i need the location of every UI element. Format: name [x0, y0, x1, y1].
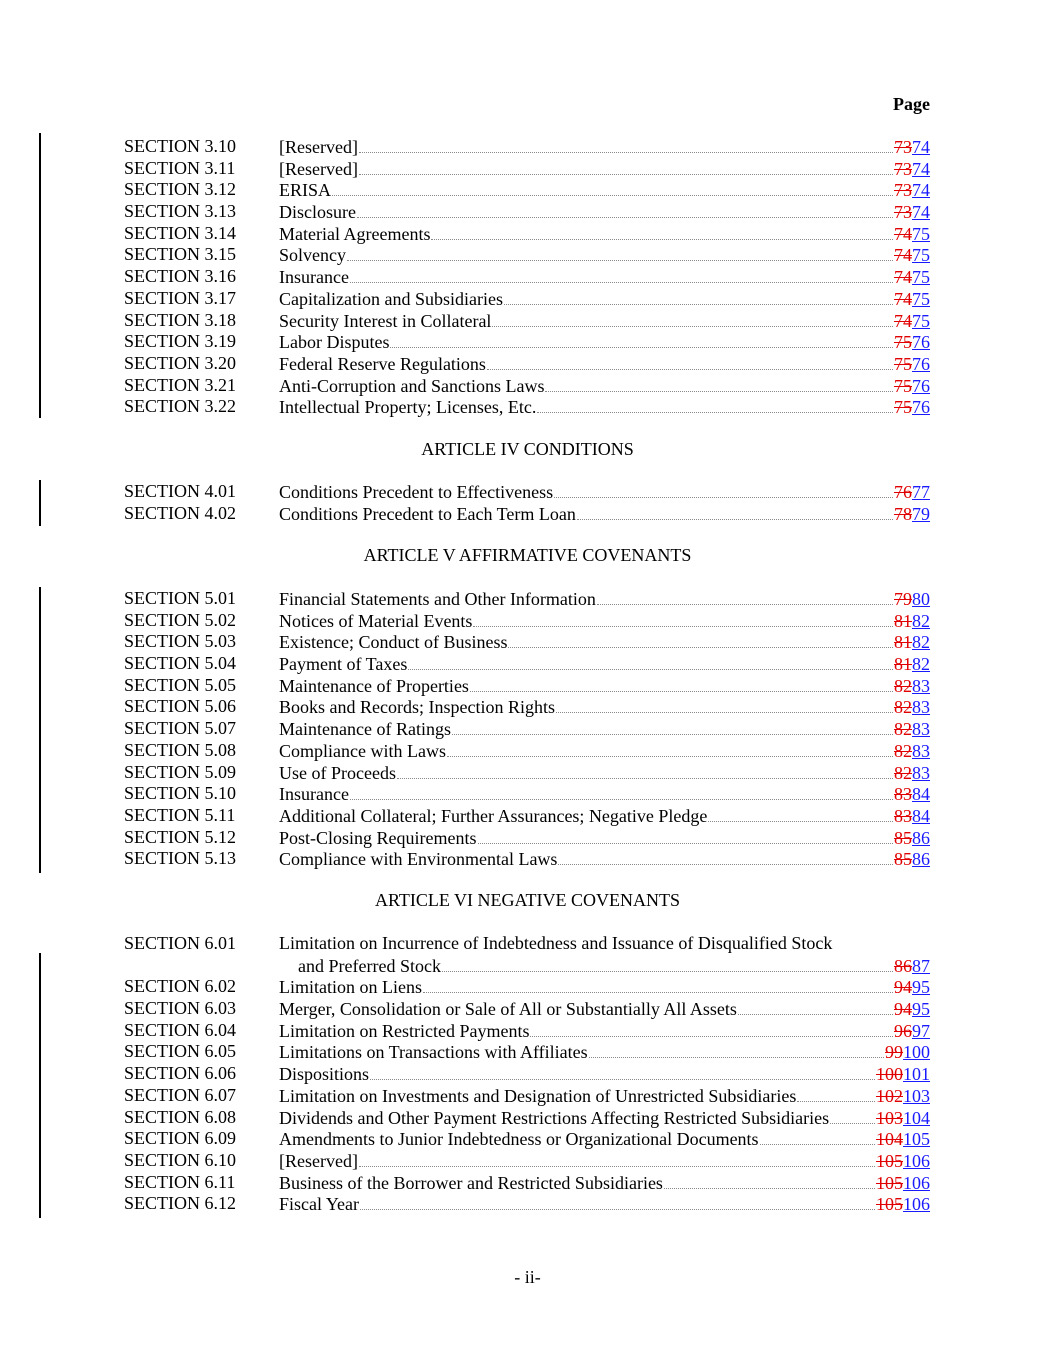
- dot-leader: [350, 266, 893, 283]
- inserted-page-number[interactable]: 106: [903, 1172, 930, 1193]
- inserted-page-number[interactable]: 106: [903, 1150, 930, 1171]
- page-column-header: Page: [893, 94, 930, 114]
- deleted-page-number: 102: [876, 1085, 903, 1106]
- deleted-page-number: 83: [894, 805, 912, 826]
- section-number: SECTION 6.03: [124, 998, 236, 1019]
- inserted-page-number[interactable]: 105: [903, 1129, 930, 1150]
- deleted-page-number: 85: [894, 827, 912, 848]
- toc-entry[interactable]: [0, 158, 1055, 180]
- page-reference[interactable]: [876, 1173, 930, 1195]
- inserted-page-number[interactable]: 103: [903, 1085, 930, 1106]
- toc-section-list: [0, 481, 1055, 524]
- page-reference[interactable]: [894, 806, 930, 828]
- section-number: SECTION 5.11: [124, 804, 236, 825]
- page-reference[interactable]: [894, 180, 930, 202]
- inserted-page-number[interactable]: 100: [903, 1042, 930, 1063]
- section-title: Conditions Precedent to Effectiveness: [279, 482, 554, 502]
- toc-entry[interactable]: [0, 1150, 1055, 1172]
- toc-entry[interactable]: [0, 201, 1055, 223]
- toc-entry[interactable]: [0, 266, 1055, 288]
- section-number: SECTION 6.01: [124, 933, 236, 953]
- toc-entry[interactable]: [0, 631, 1055, 653]
- dot-leader: [797, 1085, 875, 1102]
- toc-entry[interactable]: [0, 244, 1055, 266]
- dot-leader: [554, 481, 893, 498]
- section-title: Payment of Taxes: [279, 654, 408, 675]
- dot-leader: [447, 740, 893, 757]
- section-title: [Reserved]: [279, 1150, 358, 1171]
- section-number: SECTION 3.18: [124, 309, 236, 330]
- inserted-page-number[interactable]: 77: [912, 482, 930, 502]
- page-reference[interactable]: [894, 397, 930, 419]
- inserted-page-number[interactable]: 104: [903, 1107, 930, 1128]
- dot-leader: [589, 1041, 884, 1058]
- page-reference[interactable]: [894, 245, 930, 267]
- page-reference[interactable]: [894, 956, 930, 978]
- section-title: Dividends and Other Payment Restrictions Affecting Restricted Subsidiaries: [279, 1107, 830, 1128]
- section-number: SECTION 3.19: [124, 331, 236, 352]
- inserted-page-number[interactable]: 74: [912, 180, 930, 201]
- toc-entry-continuation[interactable]: [0, 955, 1055, 977]
- section-title: [Reserved]: [279, 137, 358, 157]
- inserted-page-number[interactable]: 86: [912, 827, 930, 848]
- dot-leader: [738, 998, 893, 1015]
- page-reference[interactable]: [894, 611, 930, 633]
- page-reference[interactable]: [894, 137, 930, 159]
- deleted-page-number: 74: [894, 288, 912, 309]
- page-reference[interactable]: [876, 1086, 930, 1108]
- dot-leader: [508, 631, 893, 648]
- page-reference[interactable]: [894, 676, 930, 698]
- dot-leader: [492, 310, 893, 327]
- inserted-page-number[interactable]: 84: [912, 784, 930, 805]
- section-title: Limitation on Restricted Payments: [279, 1020, 530, 1041]
- toc-entry[interactable]: [0, 696, 1055, 718]
- deleted-page-number: 83: [894, 784, 912, 805]
- page-reference[interactable]: [894, 784, 930, 806]
- deleted-page-number: 78: [894, 503, 912, 524]
- section-title: ERISA: [279, 180, 332, 201]
- section-title-continuation: and Preferred Stock: [298, 955, 441, 976]
- section-number: SECTION 5.07: [124, 718, 236, 739]
- section-title: Security Interest in Collateral: [279, 310, 492, 331]
- inserted-page-number[interactable]: 82: [912, 632, 930, 653]
- section-number: SECTION 5.06: [124, 696, 236, 717]
- deleted-page-number: 81: [894, 654, 912, 675]
- section-number: SECTION 6.04: [124, 1019, 236, 1040]
- dot-leader: [708, 805, 893, 822]
- inserted-page-number[interactable]: 79: [912, 503, 930, 524]
- inserted-page-number[interactable]: 76: [912, 397, 930, 418]
- section-title: Limitation on Liens: [279, 977, 422, 998]
- deleted-page-number: 81: [894, 632, 912, 653]
- toc-entry[interactable]: [0, 653, 1055, 675]
- inserted-page-number[interactable]: 83: [912, 762, 930, 783]
- dot-leader: [452, 718, 893, 735]
- section-number: SECTION 5.01: [124, 588, 236, 608]
- inserted-page-number[interactable]: 101: [903, 1064, 930, 1085]
- inserted-page-number[interactable]: 76: [912, 353, 930, 374]
- deleted-page-number: 79: [894, 589, 912, 609]
- section-number: SECTION 4.02: [124, 502, 236, 523]
- inserted-page-number[interactable]: 87: [912, 955, 930, 976]
- toc-entry[interactable]: [0, 1128, 1055, 1150]
- article-heading: ARTICLE VI NEGATIVE COVENANTS: [374, 890, 681, 910]
- section-title: Limitation on Incurrence of Indebtedness and Issuance of Disqualified Stock: [279, 933, 833, 953]
- inserted-page-number[interactable]: 74: [912, 137, 930, 157]
- section-title: Insurance: [279, 784, 349, 805]
- deleted-page-number: 75: [894, 332, 912, 353]
- section-title: Amendments to Junior Indebtedness or Organizational Documents: [279, 1129, 759, 1150]
- deleted-page-number: 105: [876, 1194, 903, 1215]
- dot-leader: [390, 331, 893, 348]
- page-reference[interactable]: [894, 1021, 930, 1043]
- toc-entry[interactable]: [0, 718, 1055, 740]
- deleted-page-number: 82: [894, 697, 912, 718]
- toc-entry[interactable]: [0, 503, 1055, 525]
- section-number: SECTION 5.02: [124, 609, 236, 630]
- section-number: SECTION 5.10: [124, 783, 236, 804]
- inserted-page-number[interactable]: 95: [912, 999, 930, 1020]
- dot-leader: [431, 223, 893, 240]
- inserted-page-number[interactable]: 83: [912, 675, 930, 696]
- deleted-page-number: 76: [894, 482, 912, 502]
- section-title: Existence; Conduct of Business: [279, 632, 508, 653]
- deleted-page-number: 104: [876, 1129, 903, 1150]
- deleted-page-number: 82: [894, 740, 912, 761]
- inserted-page-number[interactable]: 86: [912, 849, 930, 870]
- toc-entry[interactable]: [0, 310, 1055, 332]
- section-title: Intellectual Property; Licenses, Etc.: [279, 397, 537, 418]
- deleted-page-number: 74: [894, 223, 912, 244]
- section-title: Solvency: [279, 245, 346, 266]
- section-title: Material Agreements: [279, 223, 431, 244]
- toc-entry[interactable]: [0, 1020, 1055, 1042]
- toc-entry[interactable]: [0, 1085, 1055, 1107]
- toc-entry[interactable]: [0, 827, 1055, 849]
- section-number: SECTION 6.07: [124, 1084, 236, 1105]
- toc-entry[interactable]: [0, 805, 1055, 827]
- section-title: Disclosure: [279, 202, 356, 223]
- section-number: SECTION 6.02: [124, 976, 236, 997]
- page-reference[interactable]: [894, 719, 930, 741]
- section-number: SECTION 6.11: [124, 1171, 236, 1192]
- dot-leader: [478, 827, 894, 844]
- deleted-page-number: 74: [894, 267, 912, 288]
- toc-entry[interactable]: [0, 783, 1055, 805]
- dot-leader: [664, 1172, 875, 1189]
- toc-entry[interactable]: [0, 675, 1055, 697]
- section-title: Limitation on Investments and Designation of Unrestricted Subsidiaries: [279, 1085, 797, 1106]
- deleted-page-number: 94: [894, 977, 912, 998]
- inserted-page-number[interactable]: 75: [912, 267, 930, 288]
- page-reference[interactable]: [894, 332, 930, 354]
- section-number: SECTION 6.06: [124, 1063, 236, 1084]
- section-title: Limitations on Transactions with Affiliates: [279, 1042, 588, 1063]
- toc-entry[interactable]: [0, 1172, 1055, 1194]
- dot-leader: [423, 976, 893, 993]
- section-title: Merger, Consolidation or Sale of All or Substantially All Assets: [279, 999, 737, 1020]
- inserted-page-number[interactable]: 75: [912, 223, 930, 244]
- deleted-page-number: 96: [894, 1020, 912, 1041]
- page-reference[interactable]: [876, 1064, 930, 1086]
- section-number: SECTION 3.12: [124, 179, 236, 200]
- article-heading: ARTICLE V AFFIRMATIVE COVENANTS: [363, 545, 692, 565]
- dot-leader: [545, 375, 893, 392]
- section-title: Capitalization and Subsidiaries: [279, 288, 503, 309]
- section-title: Labor Disputes: [279, 332, 390, 353]
- section-number: SECTION 5.13: [124, 848, 236, 869]
- toc-entry[interactable]: [0, 179, 1055, 201]
- page-reference[interactable]: [894, 267, 930, 289]
- inserted-page-number[interactable]: 84: [912, 805, 930, 826]
- section-title: Compliance with Laws: [279, 740, 446, 761]
- deleted-page-number: 74: [894, 245, 912, 266]
- dot-leader: [473, 610, 893, 627]
- toc-entry[interactable]: [0, 353, 1055, 375]
- dot-leader: [597, 588, 893, 605]
- dot-leader: [357, 201, 893, 218]
- section-title: Business of the Borrower and Restricted Subsidiaries: [279, 1172, 663, 1193]
- page-reference[interactable]: [876, 1108, 930, 1130]
- section-number: SECTION 3.17: [124, 287, 236, 308]
- section-number: SECTION 4.01: [124, 481, 236, 501]
- deleted-page-number: 82: [894, 719, 912, 740]
- deleted-page-number: 100: [876, 1064, 903, 1085]
- toc-entry[interactable]: [0, 762, 1055, 784]
- page-reference[interactable]: [894, 482, 930, 504]
- dot-leader: [359, 158, 893, 175]
- dot-leader: [558, 848, 893, 865]
- inserted-page-number[interactable]: 82: [912, 610, 930, 631]
- toc-section-list: [0, 136, 1055, 418]
- deleted-page-number: 82: [894, 675, 912, 696]
- section-number: SECTION 3.10: [124, 136, 236, 156]
- section-number: SECTION 3.14: [124, 222, 236, 243]
- toc-section-list: [0, 588, 1055, 870]
- toc-entry[interactable]: [0, 1041, 1055, 1063]
- toc-entry[interactable]: [0, 1107, 1055, 1129]
- page-reference[interactable]: [894, 202, 930, 224]
- dot-leader: [830, 1107, 875, 1124]
- section-number: SECTION 5.04: [124, 653, 236, 674]
- page-reference[interactable]: [894, 354, 930, 376]
- inserted-page-number[interactable]: 74: [912, 158, 930, 179]
- article-heading: ARTICLE IV CONDITIONS: [421, 439, 634, 459]
- toc-section-list: [0, 933, 1055, 1215]
- section-title: Anti-Corruption and Sanctions Laws: [279, 375, 545, 396]
- dot-leader: [442, 955, 893, 972]
- toc-entry[interactable]: [0, 1193, 1055, 1215]
- page-reference[interactable]: [894, 977, 930, 999]
- dot-leader: [350, 783, 893, 800]
- section-number: SECTION 5.08: [124, 739, 236, 760]
- deleted-page-number: 103: [876, 1107, 903, 1128]
- page-reference[interactable]: [876, 1194, 930, 1216]
- dot-leader: [537, 396, 893, 413]
- section-number: SECTION 3.15: [124, 244, 236, 265]
- toc-entry[interactable]: [0, 998, 1055, 1020]
- section-number: SECTION 3.16: [124, 266, 236, 287]
- section-number: SECTION 5.03: [124, 631, 236, 652]
- dot-leader: [556, 696, 893, 713]
- section-title: Insurance: [279, 267, 349, 288]
- dot-leader: [487, 353, 893, 370]
- dot-leader: [504, 288, 893, 305]
- section-number: SECTION 5.09: [124, 761, 236, 782]
- page-reference[interactable]: [894, 763, 930, 785]
- section-number: SECTION 3.20: [124, 352, 236, 373]
- page-reference[interactable]: [876, 1129, 930, 1151]
- inserted-page-number[interactable]: 83: [912, 697, 930, 718]
- deleted-page-number: 105: [876, 1172, 903, 1193]
- deleted-page-number: 75: [894, 353, 912, 374]
- page-reference[interactable]: [894, 999, 930, 1021]
- section-title: Books and Records; Inspection Rights: [279, 697, 555, 718]
- toc-entry[interactable]: [0, 610, 1055, 632]
- section-title: Fiscal Year: [279, 1194, 359, 1215]
- toc-entry[interactable]: [0, 396, 1055, 418]
- page-reference[interactable]: [894, 224, 930, 246]
- inserted-page-number[interactable]: 80: [912, 589, 930, 609]
- dot-leader: [408, 653, 893, 670]
- page-reference[interactable]: [894, 697, 930, 719]
- inserted-page-number[interactable]: 95: [912, 977, 930, 998]
- section-number: SECTION 3.13: [124, 201, 236, 222]
- section-number: SECTION 5.12: [124, 826, 236, 847]
- dot-leader: [359, 1150, 875, 1167]
- dot-leader: [347, 244, 893, 261]
- toc-entry[interactable]: [0, 933, 1055, 955]
- page-reference[interactable]: [894, 589, 930, 611]
- section-title: Federal Reserve Regulations: [279, 353, 486, 374]
- page-reference[interactable]: [894, 159, 930, 181]
- dot-leader: [760, 1128, 875, 1145]
- inserted-page-number[interactable]: 83: [912, 740, 930, 761]
- inserted-page-number[interactable]: 97: [912, 1020, 930, 1041]
- dot-leader: [530, 1020, 893, 1037]
- page-reference[interactable]: [894, 741, 930, 763]
- deleted-page-number: 75: [894, 397, 912, 418]
- deleted-page-number: 85: [894, 849, 912, 870]
- dot-leader: [332, 179, 893, 196]
- section-number: SECTION 3.22: [124, 396, 236, 417]
- dot-leader: [397, 762, 893, 779]
- page-reference[interactable]: [894, 849, 930, 871]
- page-reference[interactable]: [894, 654, 930, 676]
- page-reference[interactable]: [885, 1042, 930, 1064]
- page-reference[interactable]: [894, 828, 930, 850]
- section-title: Additional Collateral; Further Assurances; Negative Pledge: [279, 805, 708, 826]
- page-reference[interactable]: [894, 376, 930, 398]
- inserted-page-number[interactable]: 75: [912, 245, 930, 266]
- section-title: [Reserved]: [279, 158, 358, 179]
- section-number: SECTION 6.09: [124, 1128, 236, 1149]
- deleted-page-number: 86: [894, 955, 912, 976]
- section-title: Notices of Material Events: [279, 610, 473, 631]
- inserted-page-number[interactable]: 106: [903, 1194, 930, 1215]
- toc-entry[interactable]: [0, 740, 1055, 762]
- dot-leader: [470, 675, 893, 692]
- toc-entry[interactable]: [0, 848, 1055, 870]
- deleted-page-number: 73: [894, 137, 912, 157]
- dot-leader: [577, 503, 893, 520]
- inserted-page-number[interactable]: 76: [912, 332, 930, 353]
- deleted-page-number: 73: [894, 202, 912, 223]
- deleted-page-number: 99: [885, 1042, 903, 1063]
- inserted-page-number[interactable]: 74: [912, 202, 930, 223]
- toc-entry[interactable]: [0, 588, 1055, 610]
- toc-entry[interactable]: [0, 136, 1055, 158]
- dot-leader: [370, 1063, 875, 1080]
- inserted-page-number[interactable]: 75: [912, 310, 930, 331]
- page-reference[interactable]: [894, 311, 930, 333]
- page-reference[interactable]: [894, 289, 930, 311]
- page-reference[interactable]: [894, 632, 930, 654]
- deleted-page-number: 82: [894, 762, 912, 783]
- section-number: SECTION 6.05: [124, 1041, 236, 1062]
- section-number: SECTION 3.21: [124, 374, 236, 395]
- deleted-page-number: 94: [894, 999, 912, 1020]
- deleted-page-number: 105: [876, 1150, 903, 1171]
- page-number-footer: - ii-: [514, 1267, 541, 1287]
- section-number: SECTION 6.12: [124, 1193, 236, 1214]
- inserted-page-number[interactable]: 83: [912, 719, 930, 740]
- inserted-page-number[interactable]: 75: [912, 288, 930, 309]
- page-reference[interactable]: [876, 1151, 930, 1173]
- section-title: Conditions Precedent to Each Term Loan: [279, 503, 576, 524]
- toc-entry[interactable]: [0, 331, 1055, 353]
- deleted-page-number: 75: [894, 375, 912, 396]
- deleted-page-number: 73: [894, 180, 912, 201]
- section-number: SECTION 6.10: [124, 1149, 236, 1170]
- section-title: Financial Statements and Other Information: [279, 589, 596, 609]
- toc-entry[interactable]: [0, 375, 1055, 397]
- section-title: Maintenance of Properties: [279, 675, 469, 696]
- section-title: Compliance with Environmental Laws: [279, 849, 558, 870]
- toc-entry[interactable]: [0, 223, 1055, 245]
- section-number: SECTION 5.05: [124, 674, 236, 695]
- dot-leader: [360, 1193, 875, 1210]
- deleted-page-number: 74: [894, 310, 912, 331]
- toc-entry[interactable]: [0, 1063, 1055, 1085]
- deleted-page-number: 81: [894, 610, 912, 631]
- deleted-page-number: 73: [894, 158, 912, 179]
- inserted-page-number[interactable]: 76: [912, 375, 930, 396]
- dot-leader: [359, 136, 893, 153]
- toc-entry[interactable]: [0, 976, 1055, 998]
- section-title: Maintenance of Ratings: [279, 719, 451, 740]
- toc-entry[interactable]: [0, 481, 1055, 503]
- page-reference[interactable]: [894, 504, 930, 526]
- toc-entry[interactable]: [0, 288, 1055, 310]
- inserted-page-number[interactable]: 82: [912, 654, 930, 675]
- section-title: Dispositions: [279, 1064, 370, 1085]
- section-title: Post-Closing Requirements: [279, 827, 477, 848]
- section-number: SECTION 6.08: [124, 1106, 236, 1127]
- section-number: SECTION 3.11: [124, 157, 236, 178]
- section-title: Use of Proceeds: [279, 762, 396, 783]
